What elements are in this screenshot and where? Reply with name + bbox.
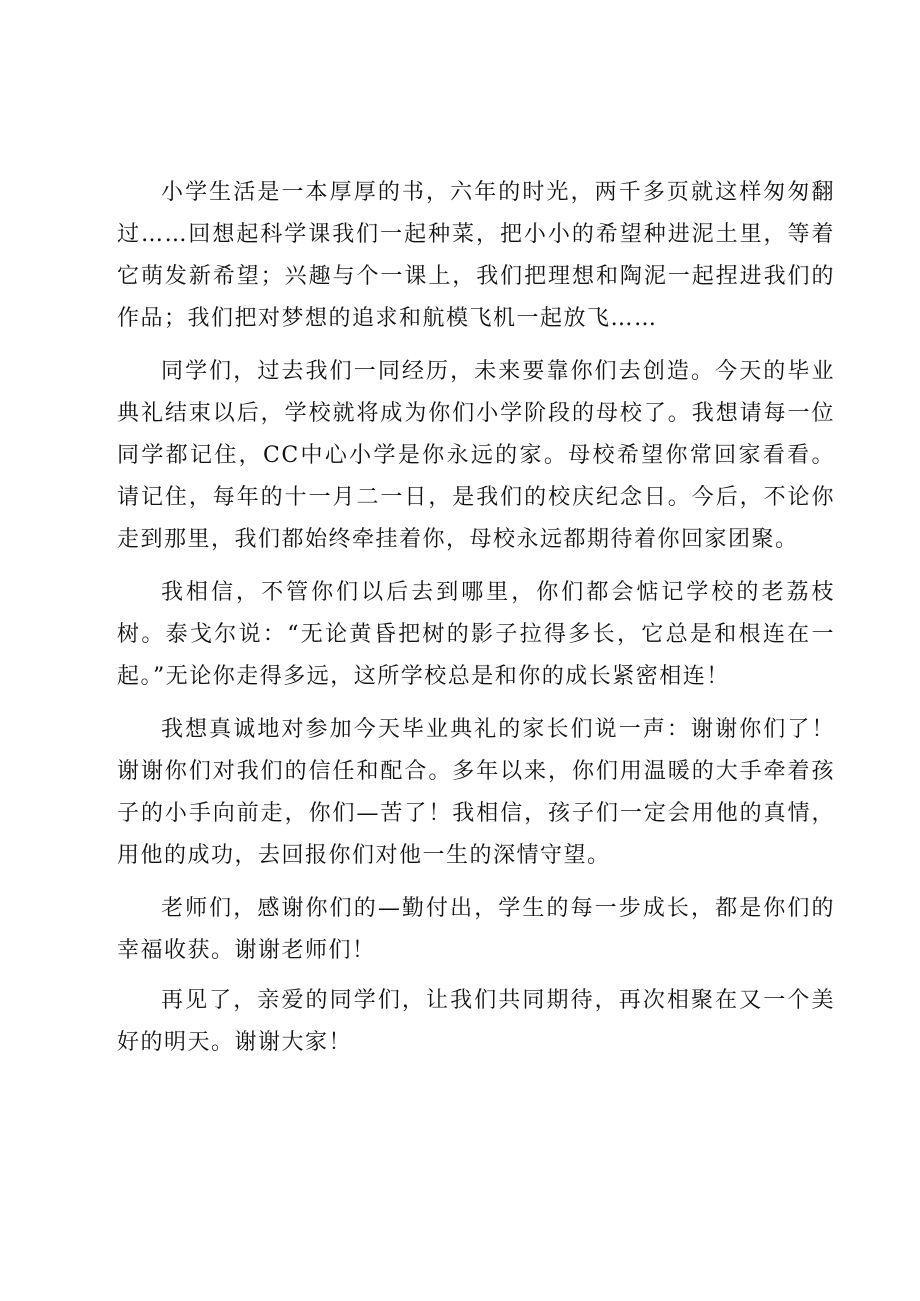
paragraph-farewell: 再见了，亲爱的同学们，让我们共同期待，再次相聚在又一个美好的明天。谢谢大家！ xyxy=(117,988,835,1055)
paragraph-thanks-parents: 我想真诚地对参加今天毕业典礼的家长们说一声：谢谢你们了！谢谢你们对我们的信任和配合。多年以来，你们用温暖的大手牵着孩子的小手向前走，你们—苦了！我相信，孩子们一定会用他的真情，用他的成功，去回报你们对他一生的深情守望。 xyxy=(117,717,835,868)
document-body xyxy=(117,172,835,1075)
paragraph-alma-mater: 同学们，过去我们一同经历，未来要靠你们去创造。今天的毕业典礼结束以后，学校就将成为你们小学阶段的母校了。我想请每一位同学都记住，CC中心小学是你永远的家。母校希望你常回家看看。请记住，每年的十一月二一日，是我们的校庆纪念日。今后，不论你走到那里，我们都始终牵挂着你，母校永远都期待着你回家团聚。 xyxy=(117,359,835,552)
paragraph-lychee-tree: 我相信，不管你们以后去到哪里，你们都会惦记学校的老荔枝树。泰戈尔说：“无论黄昏把树的影子拉得多长，它总是和根连在一起。”无论你走得多远，这所学校总是和你的成长紧密相连！ xyxy=(117,580,835,689)
paragraph-memories: 小学生活是一本厚厚的书，六年的时光，两千多页就这样匆匆翻过……回想起科学课我们一起种菜，把小小的希望种进泥土里，等着它萌发新希望；兴趣与个一课上，我们把理想和陶泥一起捏进我们的作品；我们把对梦想的追求和航模飞机一起放飞…… xyxy=(117,180,835,331)
paragraph-thanks-teachers: 老师们，感谢你们的—勤付出，学生的每一步成长，都是你们的幸福收获。谢谢老师们！ xyxy=(117,896,835,963)
